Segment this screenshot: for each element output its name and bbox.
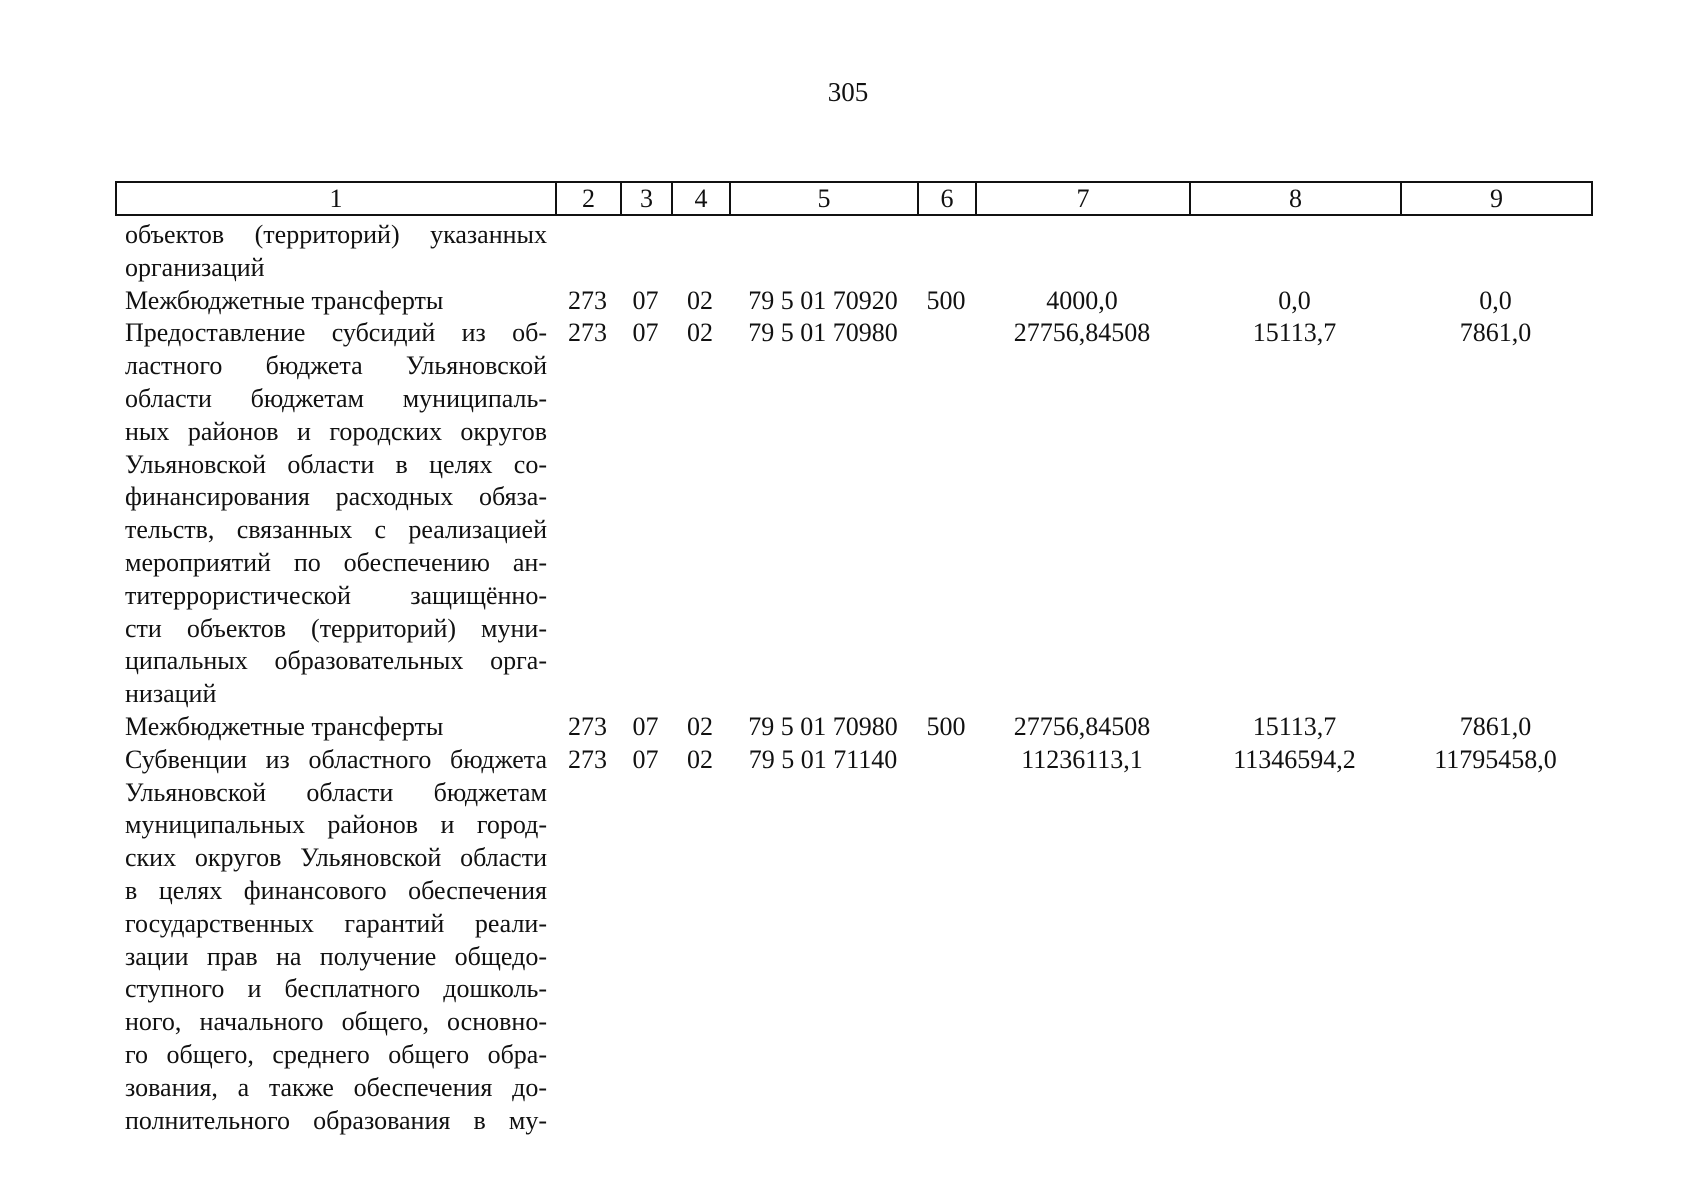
row-name [115,285,555,318]
name-line: ластного бюджета Ульяновской [125,351,547,381]
cell-target-article: 79 5 01 70920 [748,285,898,315]
cell-subsection: 02 [687,285,713,315]
name-line: ступного и бесплатного дошколь- [125,974,547,1004]
cell-ministry: 273 [568,285,607,315]
cell-amount-col9: 11795458,0 [1434,744,1557,774]
cell-subsection: 02 [687,318,713,348]
cell-target-article: 79 5 01 70980 [748,318,898,348]
cell-expense-type [917,744,975,1138]
budget-table [115,219,1591,1137]
column-header-2: 2 [556,182,621,215]
name-line: Межбюджетные трансферты [125,285,444,315]
table-row [115,711,1591,744]
cell-expense-type [917,219,975,285]
name-line: ципальных образовательных орга- [125,646,547,676]
column-header-3: 3 [621,182,672,215]
cell-amount-col8: 15113,7 [1252,711,1337,741]
cell-target-article: 79 5 01 70980 [748,711,898,741]
name-line: муниципальных районов и город- [125,810,547,840]
cell-amount-col7 [975,219,1189,285]
cell-expense-type: 500 [926,285,966,315]
row-name [115,711,555,744]
cell-amount-col8: 0,0 [1278,285,1311,315]
row-name [115,744,555,1138]
cell-section: 07 [632,285,659,315]
cell-amount-col9: 7861,0 [1459,318,1532,348]
cell-subsection: 02 [687,744,713,774]
cell-ministry: 273 [568,318,607,348]
name-line: государственных гарантий реали- [125,908,547,938]
cell-amount-col7: 27756,84508 [1013,711,1151,741]
name-line: ных районов и городских округов [125,416,547,446]
cell-section: 07 [632,744,659,774]
cell-section [620,219,671,285]
name-line: Межбюджетные трансферты [125,711,444,741]
column-header-7: 7 [976,182,1190,215]
cell-amount-col7: 27756,84508 [1013,318,1151,348]
name-line: Ульяновской области бюджетам [125,777,547,807]
name-line: в целях финансового обеспечения [125,875,547,905]
name-line: зования, а также обеспечения до- [125,1072,547,1102]
name-line: сти объектов (территорий) муни- [125,613,547,643]
cell-ministry [555,219,620,285]
name-line: Ульяновской области в целях со- [125,449,547,479]
cell-expense-type [917,317,975,711]
cell-amount-col8: 11346594,2 [1233,744,1356,774]
cell-section: 07 [632,711,659,741]
name-line: зации прав на получение общедо- [125,941,547,971]
cell-amount-col8 [1189,219,1400,285]
name-line: ских округов Ульяновской области [125,843,547,873]
name-line: полнительного образования в му- [125,1105,547,1135]
cell-amount-col9: 7861,0 [1459,711,1532,741]
name-line: Предоставление субсидий из об- [125,318,547,348]
cell-subsection [671,219,729,285]
name-line: Субвенции из областного бюджета [125,744,547,774]
name-line: низаций [125,679,217,709]
column-header-9: 9 [1401,182,1592,215]
cell-amount-col9: 0,0 [1479,285,1512,315]
row-name [115,219,555,285]
name-line: объектов (территорий) указанных [125,220,547,249]
name-line: го общего, среднего общего обра- [125,1039,547,1069]
cell-expense-type: 500 [926,711,966,741]
cell-section: 07 [632,318,659,348]
table-row [115,285,1591,318]
cell-amount-col8: 15113,7 [1252,318,1337,348]
cell-subsection: 02 [687,711,713,741]
page-number: 305 [827,77,869,107]
name-line: мероприятий по обеспечению ан- [125,547,547,577]
cell-target-article: 79 5 01 71140 [748,744,898,774]
table-row [115,744,1591,1138]
cell-amount-col9 [1400,219,1591,285]
column-header-4: 4 [672,182,730,215]
name-line: титеррористической защищённо- [125,580,547,610]
table-header [115,181,1593,216]
name-line: организаций [125,252,265,282]
cell-ministry: 273 [568,711,607,741]
table-row [115,317,1591,711]
cell-ministry: 273 [568,744,607,774]
name-line: ного, начального общего, основно- [125,1007,547,1037]
cell-amount-col7: 4000,0 [1046,285,1118,315]
name-line: области бюджетам муниципаль- [125,383,547,413]
name-line: финансирования расходных обяза- [125,482,547,512]
column-header-6: 6 [918,182,976,215]
cell-amount-col7: 11236113,1 [1021,744,1143,774]
column-header-8: 8 [1190,182,1401,215]
table-row [115,219,1591,285]
name-line: тельств, связанных с реализацией [125,515,547,545]
row-name [115,317,555,711]
column-header-5: 5 [730,182,918,215]
cell-target-article [729,219,917,285]
column-header-1: 1 [116,182,556,215]
